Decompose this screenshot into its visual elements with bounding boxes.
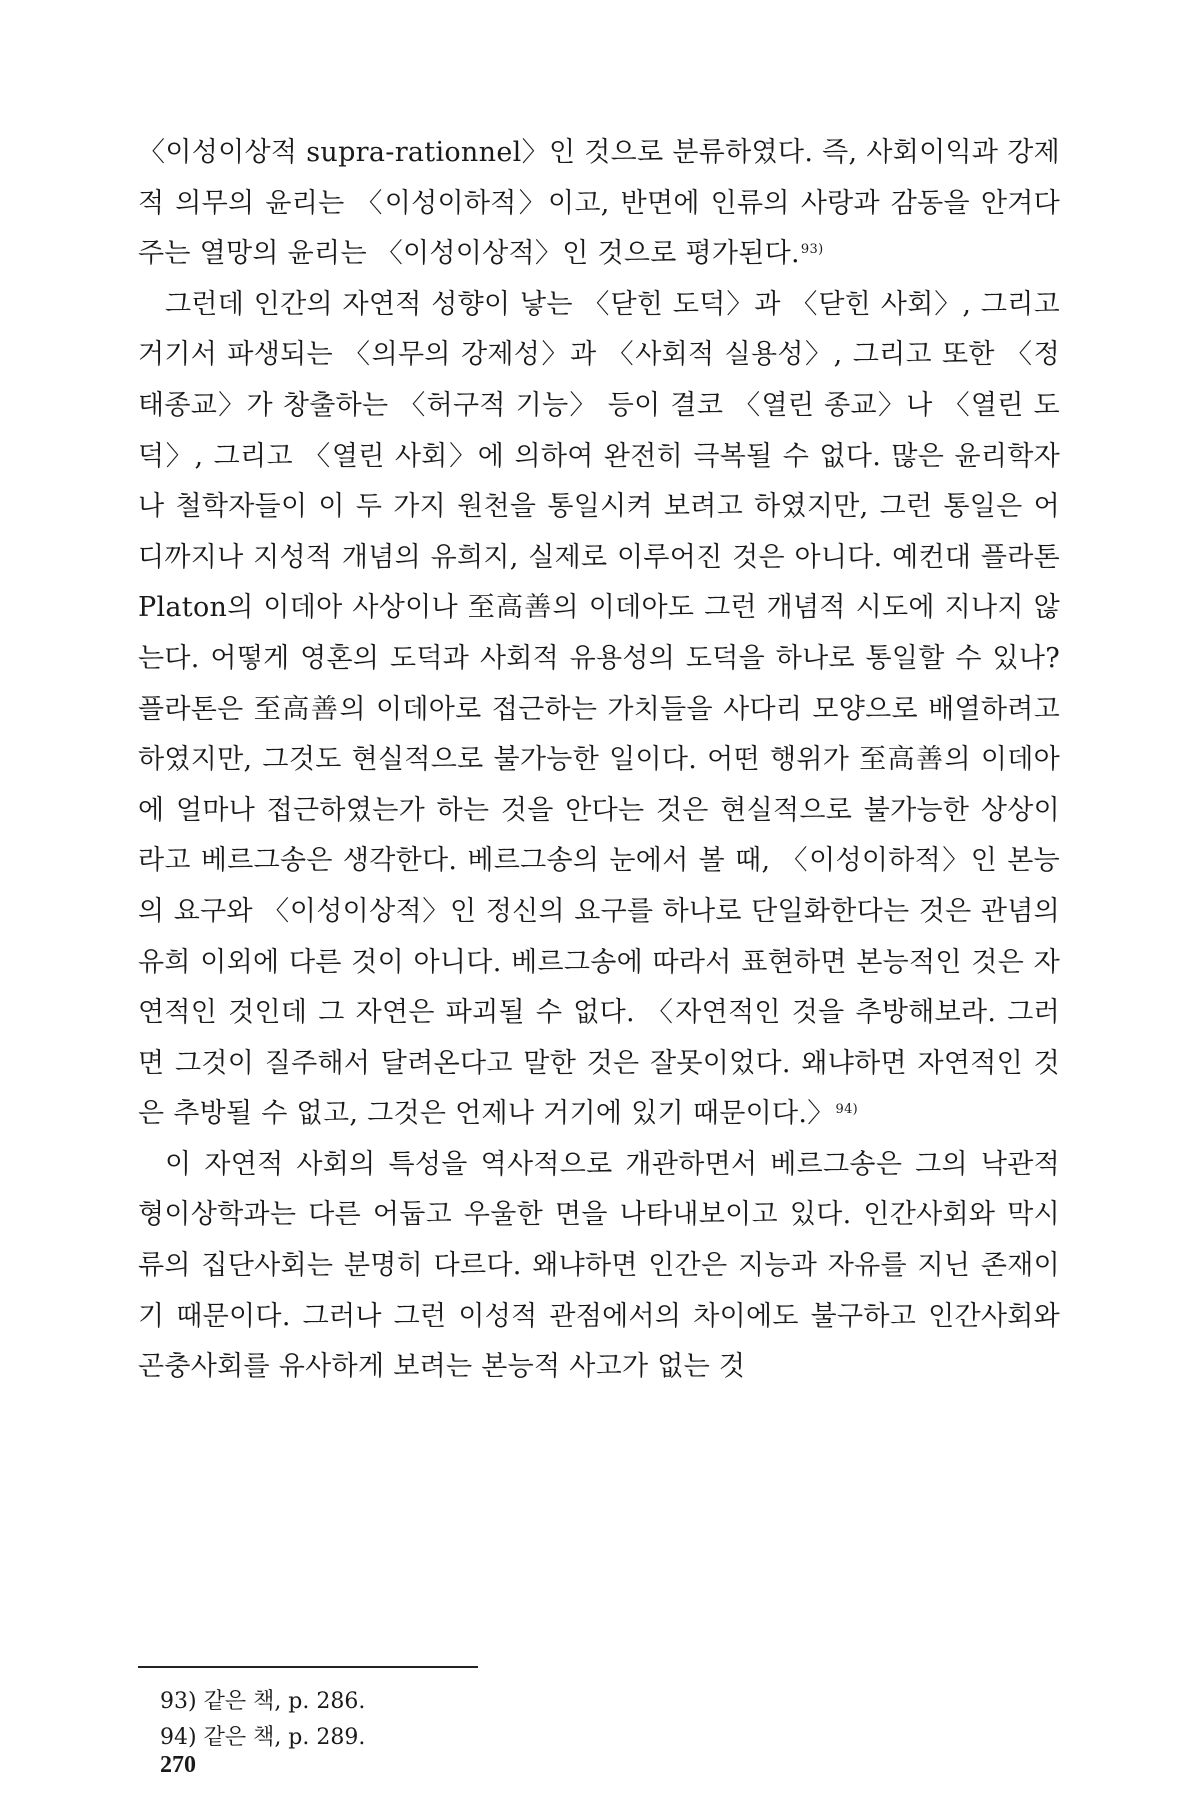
body-text: [138, 128, 1060, 1393]
paragraph-text: 그런데 인간의 자연적 성향이 낳는 〈닫힌 도덕〉과 〈닫힌 사회〉, 그리고 거기서 파생되는 〈의무의 강제성〉과 〈사회적 실용성〉, 그리고 또한 〈정태종교〉가 창출하는 〈허구적 기능〉 등이 결코 〈열린 종교〉나 〈열린 도덕〉, 그리고 〈열린 사회〉에 의하여 완전히 극복될 수 없다. 많은 윤리학자나 철학자들이 이 두 가지 원천을 통일시켜 보려고 하였지만, 그런 통일은 어디까지나 지성적 개념의 유희지, 실제로 이루어진 것은 아니다. 예컨대 플라톤 Platon의 이데아 사상이나 至高善의 이데아도 그런 개념적 시도에 지나지 않는다. 어떻게 영혼의 도덕과 사회적 유용성의 도덕을 하나로 통일할 수 있나? 플라톤은 至高善의 이데아로 접근하는 가치들을 사다리 모양으로 배열하려고 하였지만, 그것도 현실적으로 불가능한 일이다. 어떤 행위가 至高善의 이데아에 얼마나 접근하였는가 하는 것을 안다는 것은 현실적으로 불가능한 상상이라고 베르그송은 생각한다. 베르그송의 눈에서 볼 때, 〈이성이하적〉인 본능의 요구와 〈이성이상적〉인 정신의 요구를 하나로 단일화한다는 것은 관념의 유희 이외에 다른 것이 아니다. 베르그송에 따라서 표현하면 본능적인 것은 자연적인 것인데 그 자연은 파괴될 수 없다. 〈자연적인 것을 추방해보라. 그러면 그것이 질주해서 달려온다고 말한 것은 잘못이었다. 왜냐하면 자연적인 것은 추방될 수 없고, 그것은 언제나 거기에 있기 때문이다.〉: [138, 288, 1060, 1130]
paragraph-1: [138, 128, 1060, 280]
paragraph-3: [138, 1140, 1060, 1393]
paragraph-text: 〈이성이상적 supra-rationnel〉인 것으로 분류하였다. 즉, 사회이익과 강제적 의무의 윤리는 〈이성이하적〉이고, 반면에 인류의 사랑과 감동을 안겨다주는 열망의 윤리는 〈이성이상적〉인 것으로 평가된다.: [138, 137, 1060, 270]
page-number: 270: [160, 1752, 196, 1778]
paragraph-2: [138, 280, 1060, 1140]
footnote-ref-94: 94): [835, 1102, 859, 1118]
footnote-94: 94) 같은 책, p. 289.: [160, 1725, 366, 1750]
paragraph-text: 이 자연적 사회의 특성을 역사적으로 개관하면서 베르그송은 그의 낙관적 형이상학과는 다른 어둡고 우울한 면을 나타내보이고 있다. 인간사회와 막시류의 집단사회는 분명히 다르다. 왜냐하면 인간은 지능과 자유를 지닌 존재이기 때문이다. 그러나 그런 이성적 관점에서의 차이에도 불구하고 인간사회와 곤충사회를 유사하게 보려는 본능적 사고가 없는 것: [138, 1148, 1060, 1383]
footnotes: [160, 1684, 365, 1756]
footnote-ref-93: 93): [800, 242, 824, 258]
footnote-divider: [138, 1666, 478, 1668]
footnote-93: 93) 같은 책, p. 286.: [160, 1689, 366, 1714]
